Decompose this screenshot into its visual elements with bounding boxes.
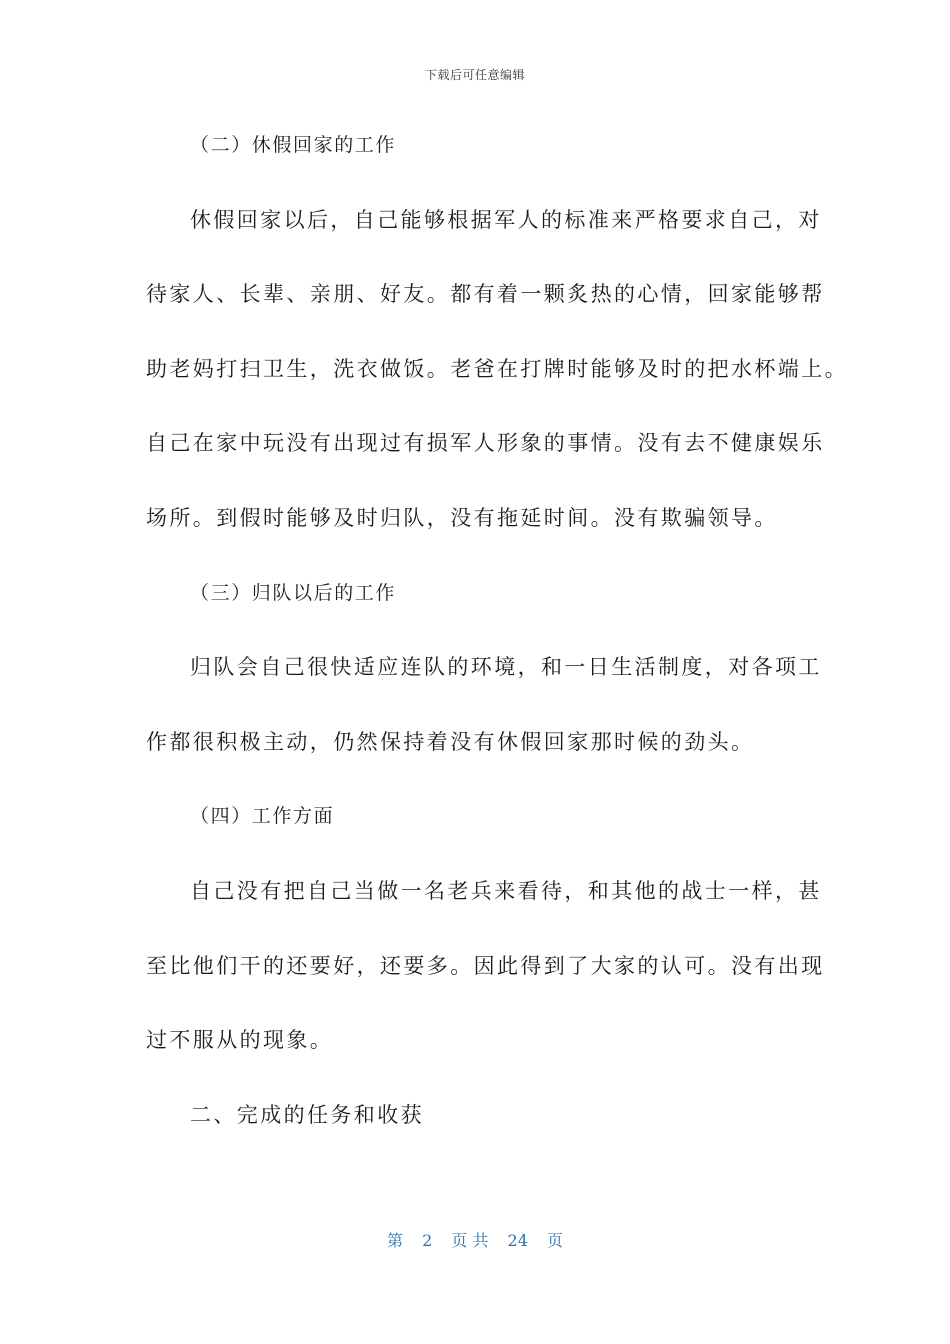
text-line-14: 二、完成的任务和收获 (190, 1102, 424, 1127)
text-line-1: （二）休假回家的工作 (190, 134, 397, 156)
text-line-10: （四）工作方面 (190, 805, 335, 828)
footer-page-current: 2 (422, 1231, 433, 1250)
text-line-13: 过不服从的现象。 (146, 1028, 334, 1053)
text-line-3: 待家人、长辈、亲朋、好友。都有着一颗炙热的心情，回家能够帮 (146, 282, 825, 307)
footer-di: 第 (386, 1231, 403, 1250)
text-line-2: 休假回家以后，自己能够根据军人的标准来严格要求自己，对 (190, 207, 822, 232)
text-line-6: 场所。到假时能够及时归队，没有拖延时间。没有欺骗领导。 (146, 505, 778, 530)
document-body (146, 130, 848, 1174)
text-line-4: 助老妈打扫卫生，洗衣做饭。老爸在打牌时能够及时的把水杯端上。 (146, 356, 848, 381)
footer-ye: 页 (547, 1231, 564, 1250)
footer-page-total: 24 (507, 1231, 528, 1250)
footer-ye-gong: 页 共 (451, 1231, 489, 1250)
text-line-12: 至比他们干的还要好，还要多。因此得到了大家的认可。没有出现 (146, 953, 825, 978)
text-line-5: 自己在家中玩没有出现过有损军人形象的事情。没有去不健康娱乐 (146, 431, 825, 456)
text-line-7: （三）归队以后的工作 (190, 581, 397, 604)
text-line-9: 作都很积极主动，仍然保持着没有休假回家那时候的劲头。 (146, 729, 755, 754)
text-line-11: 自己没有把自己当做一名老兵来看待，和其他的战士一样，甚 (190, 878, 822, 903)
page-header-note: 下载后可任意编辑 (424, 68, 525, 82)
text-line-8: 归队会自己很快适应连队的环境，和一日生活制度，对各项工 (190, 655, 822, 680)
page-footer (0, 1228, 950, 1251)
